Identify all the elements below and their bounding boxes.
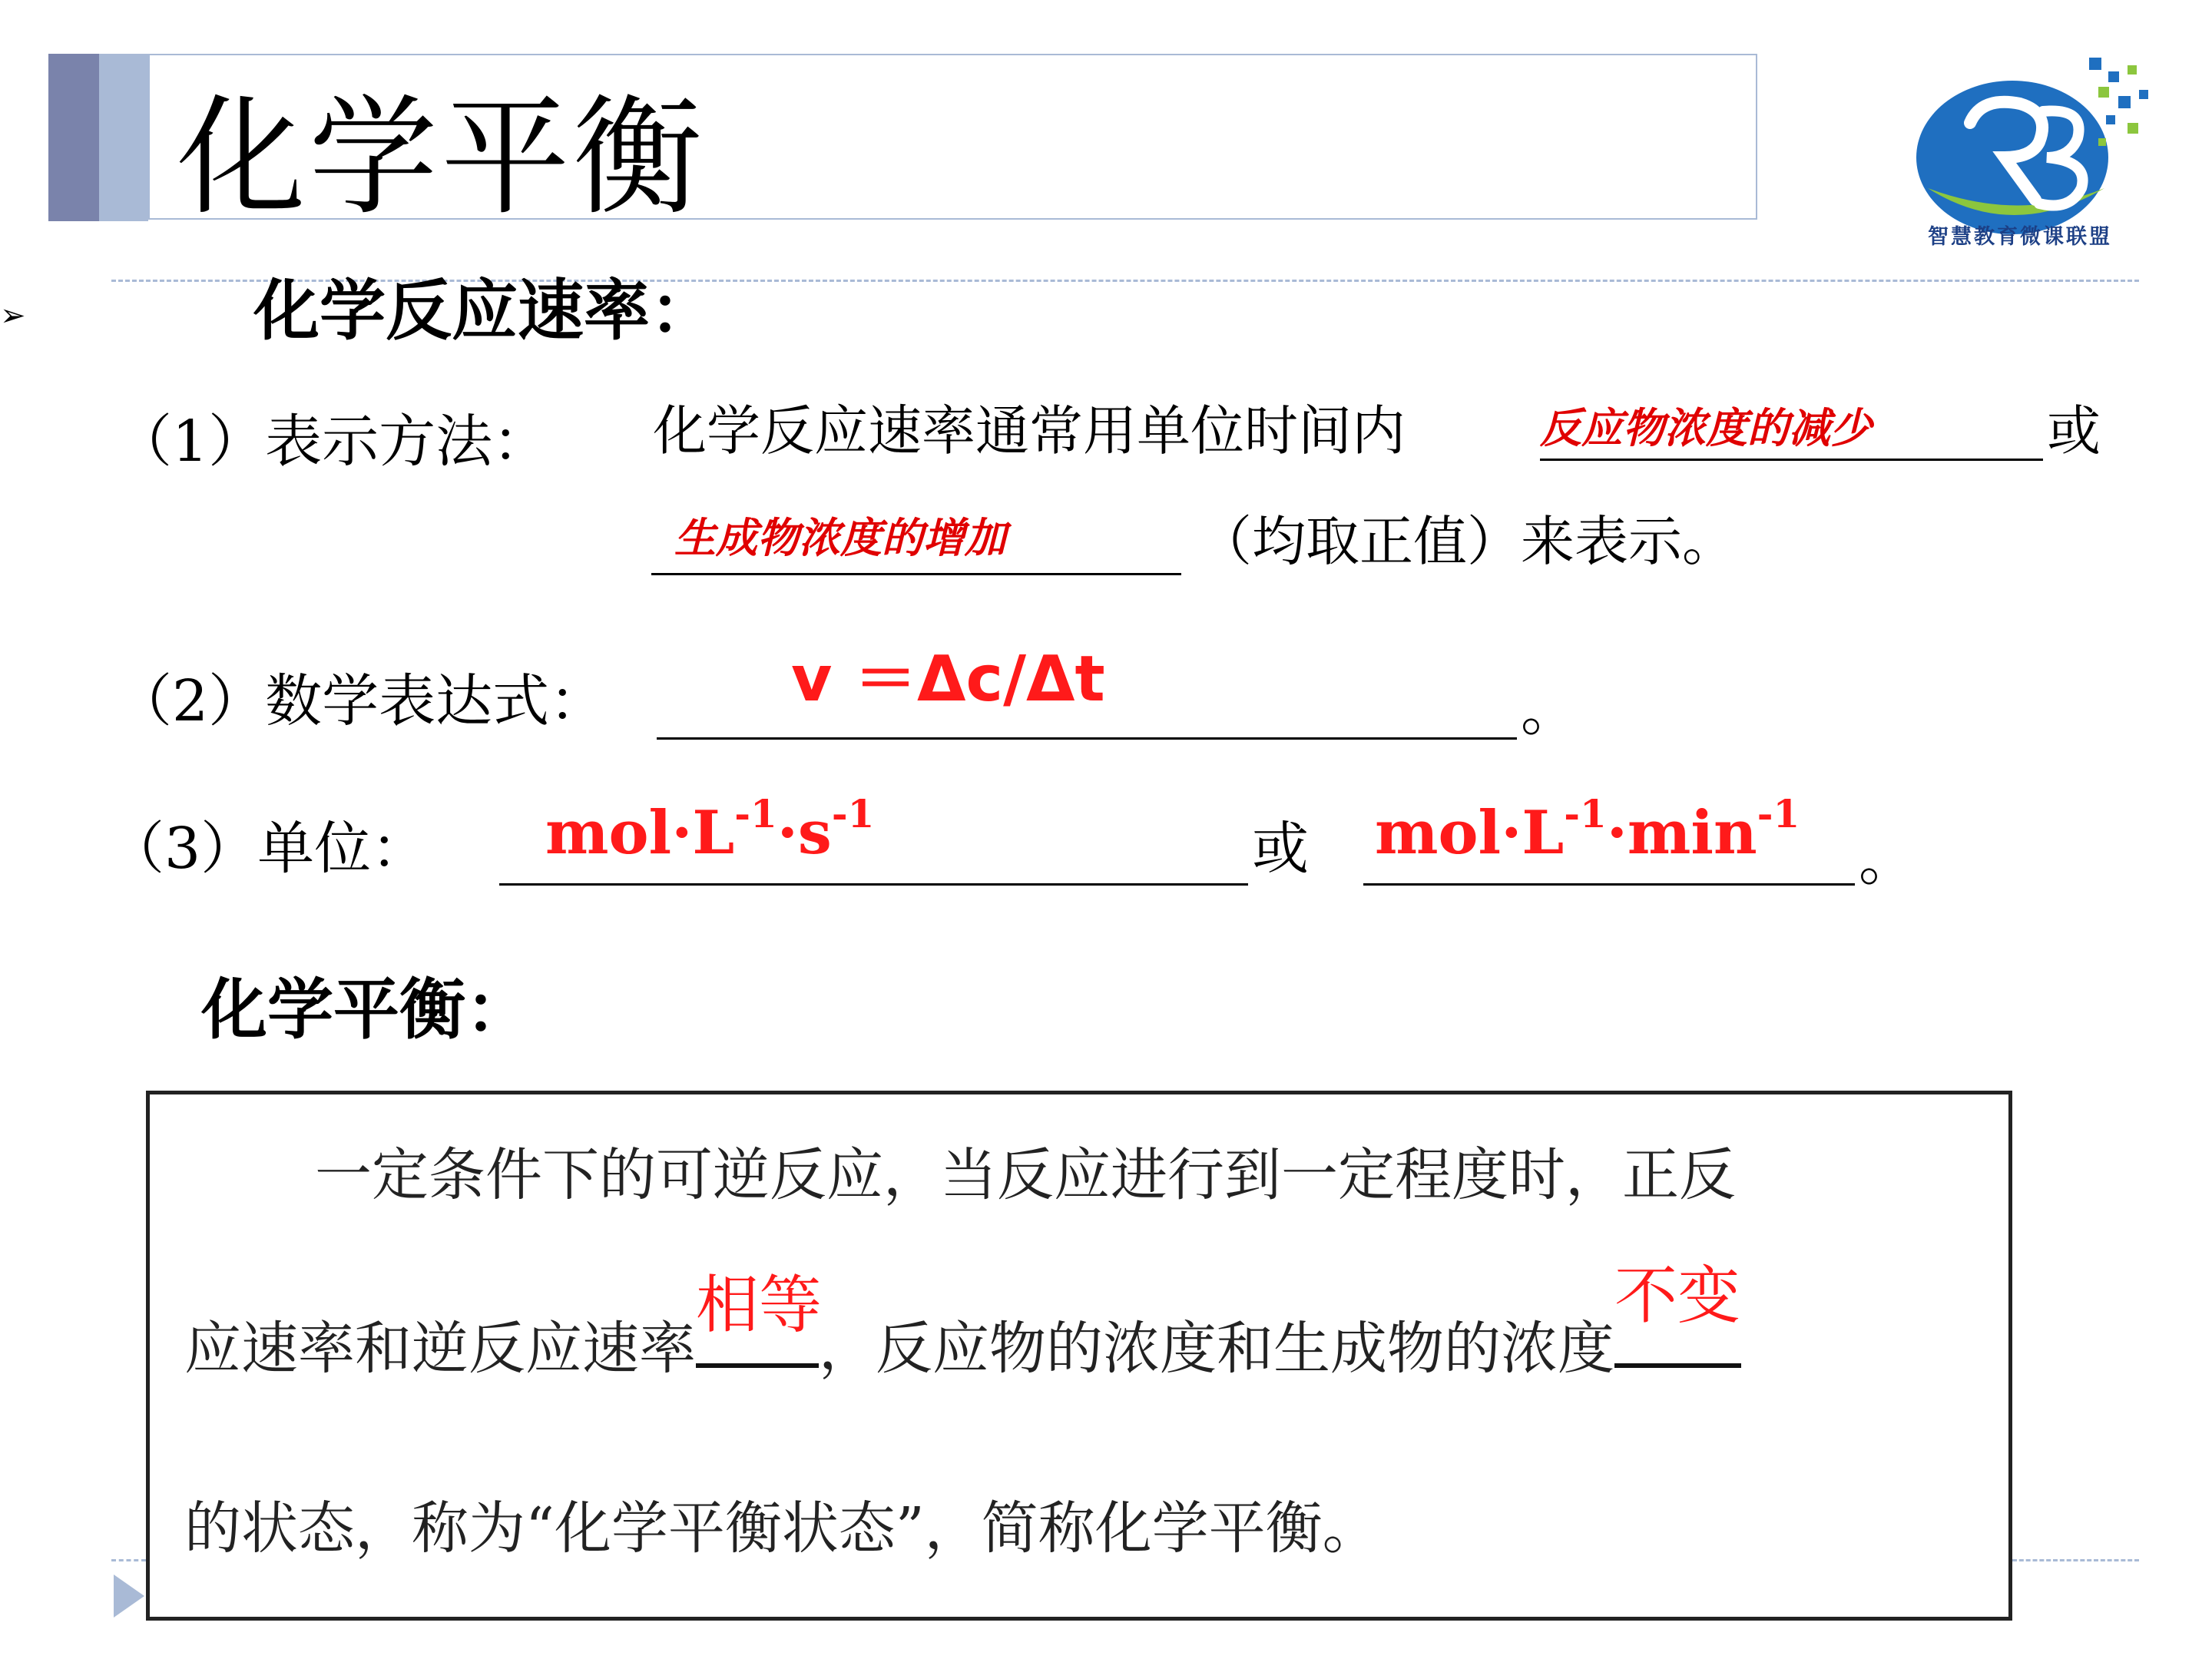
logo-caption: 智慧教育微课联盟 bbox=[1928, 225, 2112, 249]
item2-end: 。 bbox=[1521, 677, 1578, 743]
item1-text-a: 化学反应速率通常用单位时间内 bbox=[653, 399, 1406, 462]
answer-unchanged: 不变 bbox=[1614, 1260, 1741, 1333]
answer-product-increase: 生成物浓度的增加 bbox=[674, 513, 1006, 562]
answer-reactant-decrease: 反应物浓度的减少 bbox=[1540, 403, 1872, 452]
section-heading-equilibrium: 化学平衡： bbox=[201, 972, 531, 1048]
bullet-arrow-icon: ➢ bbox=[0, 298, 26, 333]
definition-line-2: 应速率和逆反应速率 相等 ，反应物的浓度和生成物的浓度 不变 bbox=[184, 1260, 1741, 1382]
blank-equal bbox=[696, 1269, 823, 1368]
answer-equal: 相等 bbox=[696, 1269, 823, 1342]
item1-text-b: 或 bbox=[2047, 399, 2101, 462]
item2-label: （2）数学表达式： bbox=[115, 668, 607, 734]
item3-or: 或 bbox=[1252, 816, 1309, 882]
footer-divider-left bbox=[111, 1559, 146, 1561]
item1-blank-b bbox=[651, 499, 1181, 575]
footer-divider-right bbox=[2012, 1559, 2139, 1561]
title-accent-bar-dark bbox=[48, 54, 99, 221]
answer-rate-formula: v ＝Δc/Δt bbox=[791, 643, 1105, 716]
item1-label: （1）表示方法： bbox=[115, 409, 550, 475]
play-triangle-icon bbox=[114, 1575, 144, 1618]
blank-unchanged bbox=[1614, 1260, 1741, 1368]
section-heading-rate: 化学反应速率： bbox=[253, 273, 716, 349]
answer-unit-per-minute: $mol\cdot L^{-1}\cdot\min^{-1}$ bbox=[1375, 791, 1800, 868]
item3-label: （3）单位： bbox=[108, 816, 429, 882]
answer-unit-per-second: $mol\cdot L^{-1}\cdot s^{-1}$ bbox=[545, 791, 875, 868]
item3-end: 。 bbox=[1859, 827, 1916, 893]
definition-box bbox=[146, 1091, 2012, 1621]
page-title: 化学平衡 bbox=[177, 82, 705, 233]
title-accent-bar-light bbox=[99, 54, 148, 221]
item1-blank-a bbox=[1540, 396, 2043, 461]
definition-line-1: 一定条件下的可逆反应，当反应进行到一定程度时，正反 bbox=[315, 1142, 1736, 1208]
definition-line-3: 的状态，称为“化学平衡状态”，简称化学平衡。 bbox=[184, 1495, 1379, 1561]
item1-text-c: （均取正值）来表示。 bbox=[1198, 510, 1736, 573]
